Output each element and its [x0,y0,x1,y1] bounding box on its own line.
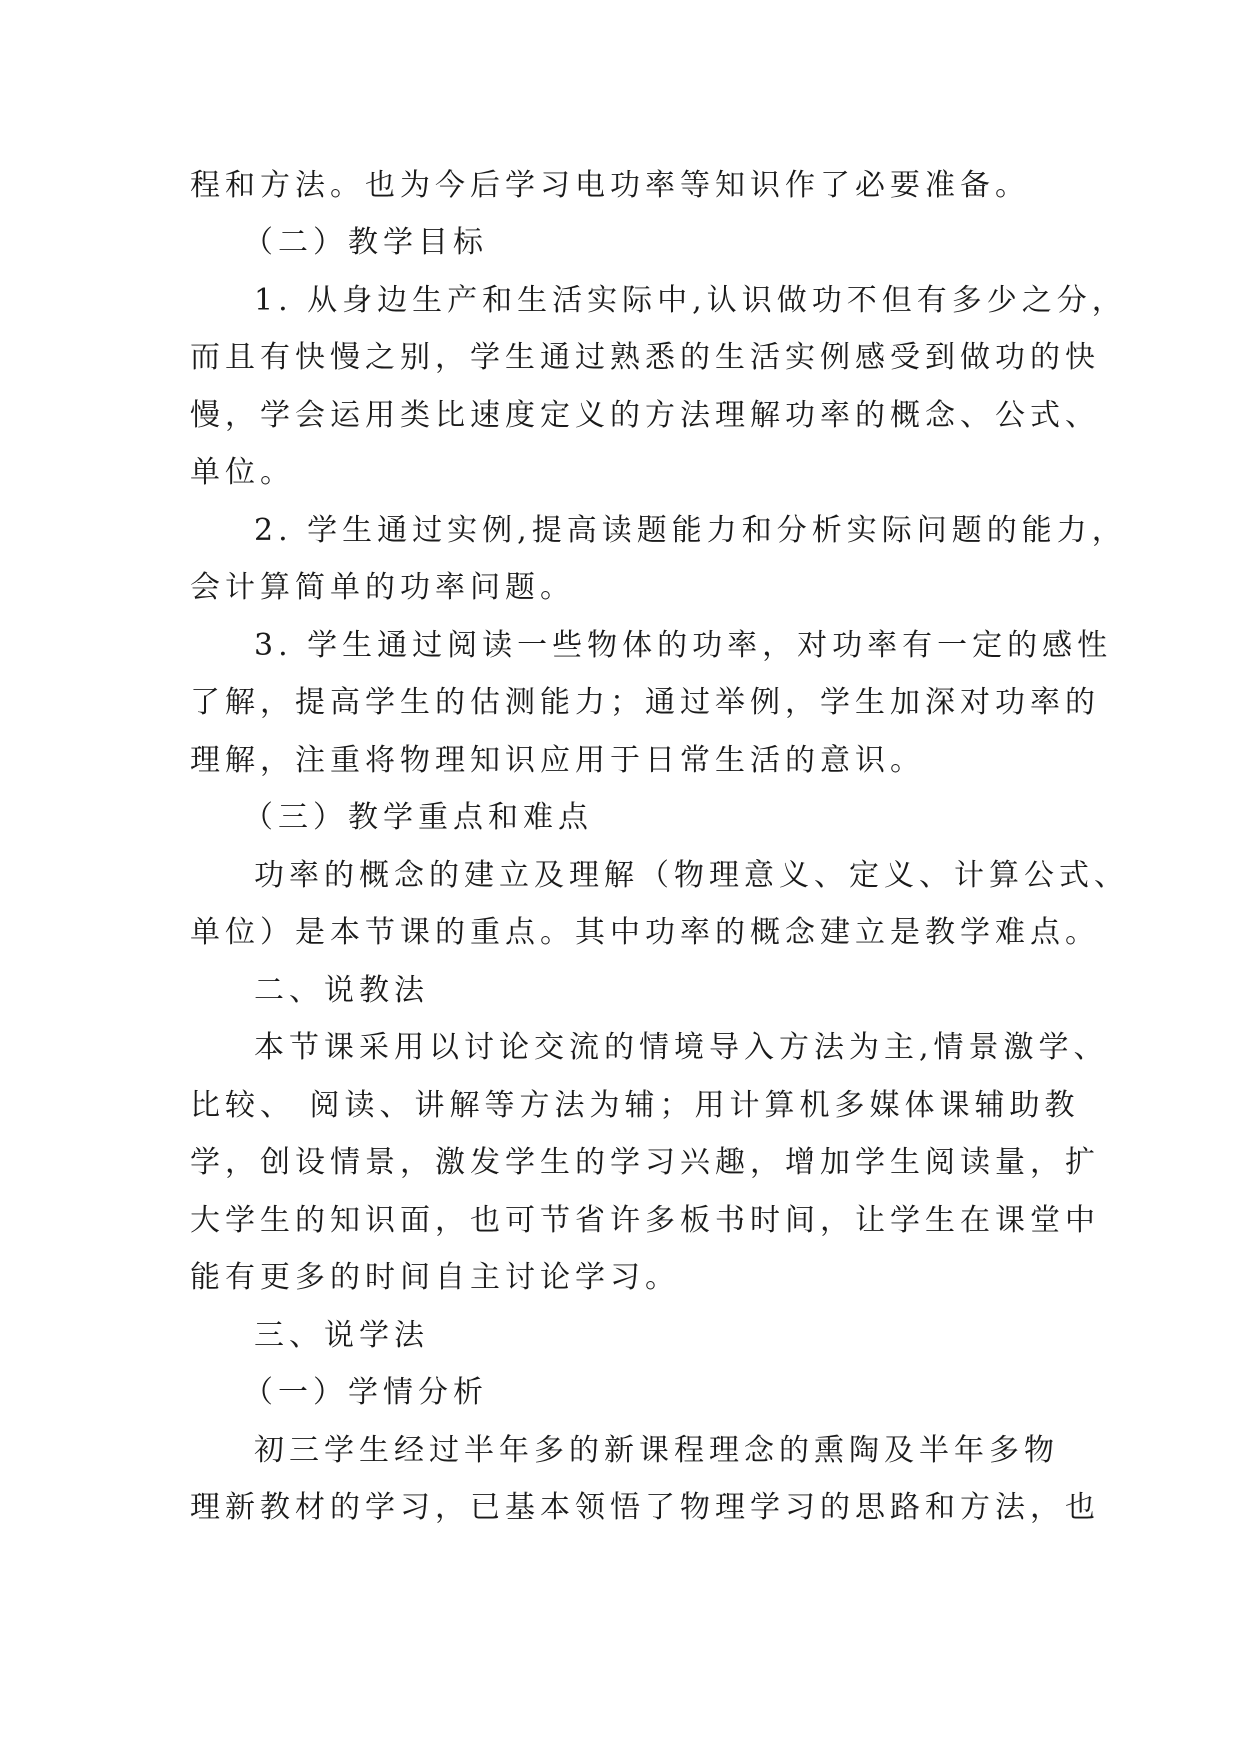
text-line: 学，创设情景，激发学生的学习兴趣，增加学生阅读量，扩 [190,1145,1100,1180]
section-heading: （一）学情分析 [243,1375,488,1410]
text-line: 理新教材的学习，已基本领悟了物理学习的思路和方法，也 [190,1490,1100,1525]
text-line: 比较、 阅读、讲解等方法为辅；用计算机多媒体课辅助教 [190,1088,1080,1123]
paragraph-start: 功率的概念的建立及理解（物理意义、定义、计算公式、 [254,858,1129,893]
paragraph-start: 初三学生经过半年多的新课程理念的熏陶及半年多物 [254,1433,1059,1468]
text-line: 了解，提高学生的估测能力；通过举例，学生加深对功率的 [190,685,1100,720]
text-line: 会计算简单的功率问题。 [190,570,575,605]
section-heading: 三、说学法 [254,1318,429,1353]
text-line: 单位。 [190,455,295,490]
list-item: 2. 学生通过实例,提高读题能力和分析实际问题的能力， [254,513,1127,548]
text-line: 大学生的知识面，也可节省许多板书时间，让学生在课堂中 [190,1203,1100,1238]
text-line: 慢，学会运用类比速度定义的方法理解功率的概念、公式、 [190,398,1100,433]
text-line: 单位）是本节课的重点。其中功率的概念建立是教学难点。 [190,915,1100,950]
list-item: 1. 从身边生产和生活实际中,认识做功不但有多少之分， [254,283,1127,318]
list-item: 3. 学生通过阅读一些物体的功率，对功率有一定的感性 [254,628,1113,663]
text-line: 程和方法。也为今后学习电功率等知识作了必要准备。 [190,168,1030,203]
section-heading: （二）教学目标 [243,225,488,260]
text-line: 理解，注重将物理知识应用于日常生活的意识。 [190,743,925,778]
text-line: 能有更多的时间自主讨论学习。 [190,1260,680,1295]
text-line: 而且有快慢之别，学生通过熟悉的生活实例感受到做功的快 [190,340,1100,375]
paragraph-start: 本节课采用以讨论交流的情境导入方法为主,情景激学、 [254,1030,1109,1065]
section-heading: 二、说教法 [254,973,429,1008]
section-heading: （三）教学重点和难点 [243,800,593,835]
